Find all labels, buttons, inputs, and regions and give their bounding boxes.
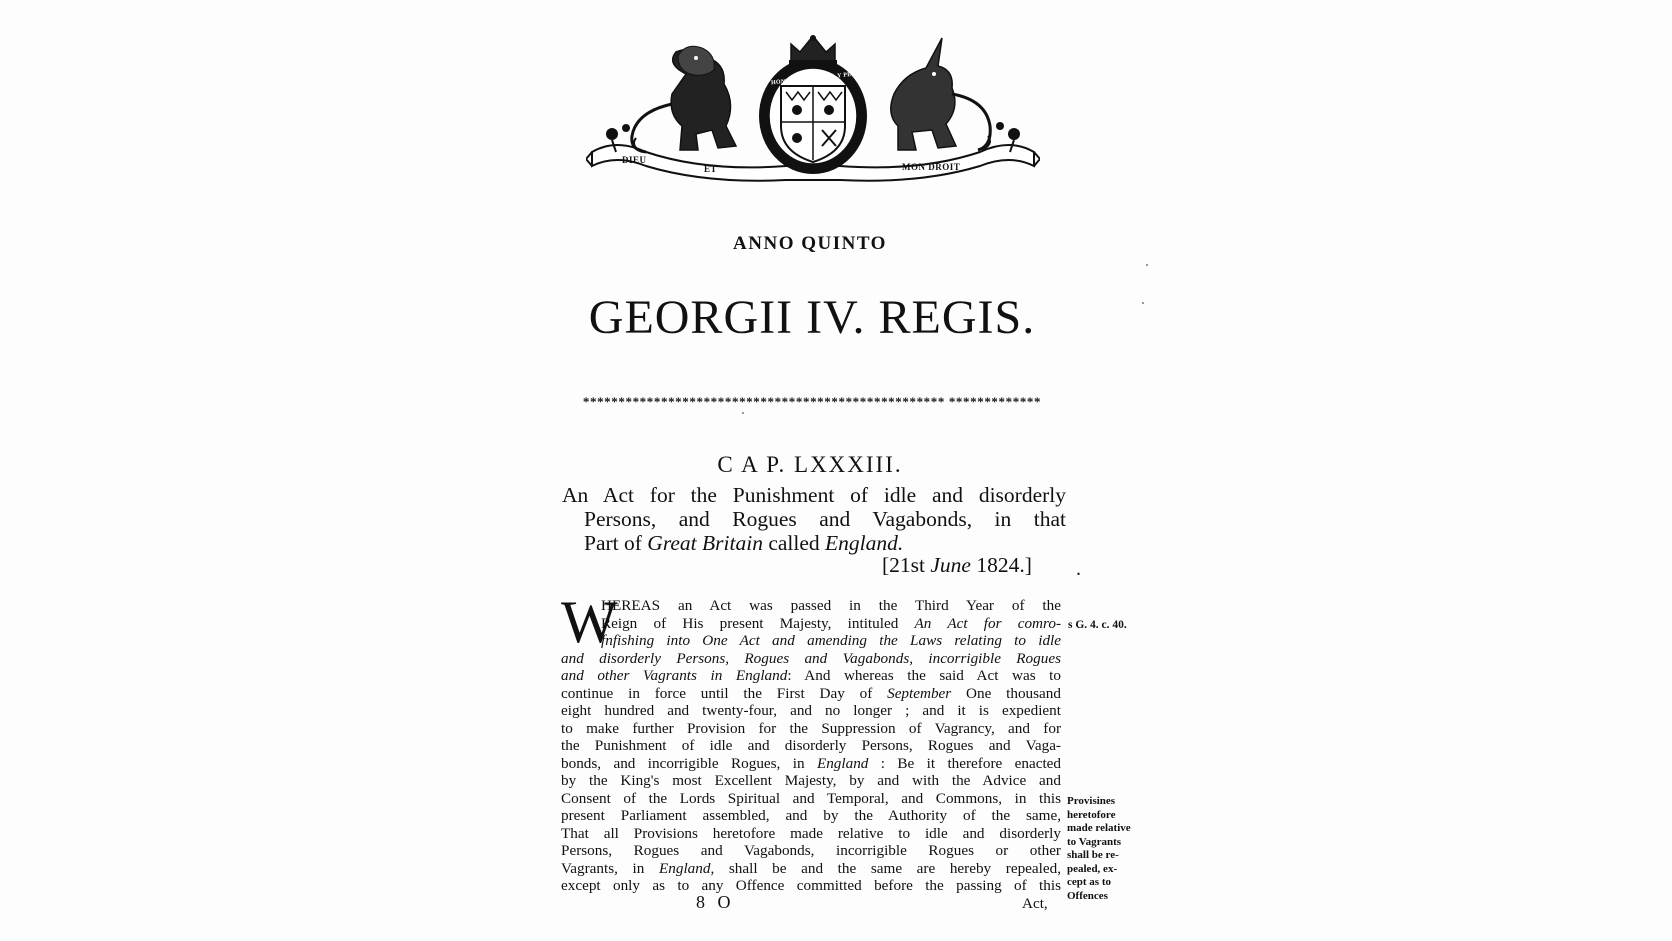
motto-middle: ET: [704, 164, 718, 174]
body-text-run: present Parliament assembled, and by the Authority of the same,: [561, 807, 1061, 824]
body-italic-text: and disorderly Persons, Rogues and Vagabonds, incorrigible Rogues: [561, 649, 1061, 667]
body-text-run: by the King's most Excellent Majesty, by and with the Advice and: [561, 772, 1061, 789]
body-italic-text: England: [816, 754, 869, 772]
marginal-note-line: to Vagrants: [1067, 835, 1122, 848]
body-text-run: Vagrants, in: [561, 859, 659, 877]
act-title-italic: England.: [825, 531, 904, 555]
body-text-run: : Be it therefore enacted: [868, 754, 1061, 772]
marginal-note-line: made relative: [1067, 822, 1131, 834]
body-text-run: to make further Provision for the Suppression of Vagrancy, and for: [561, 719, 1061, 737]
anno-heading: ANNO QUINTO: [733, 233, 887, 254]
body-line: [561, 825, 1061, 843]
body-line: [561, 632, 1061, 650]
body-line: [561, 650, 1061, 668]
body-text-run: continue in force until the First Day of: [561, 684, 888, 702]
act-title-line: Persons, and Rogues and Vagabonds, in that: [584, 507, 1066, 531]
body-italic-text: An Act for comro-: [914, 614, 1062, 632]
body-line: [561, 790, 1061, 808]
marginal-note-line: Offences: [1067, 889, 1108, 902]
marginal-note: [1067, 795, 1143, 903]
garter-motto: HONI SOIT QUI MAL Y PENSE: [770, 70, 865, 87]
marginal-note-line: shall be re-: [1067, 849, 1119, 861]
motto-right: MON DROIT: [902, 162, 961, 172]
marginal-note-line: cept as to: [1067, 876, 1111, 888]
paper-speck: [1142, 302, 1144, 304]
act-title-line: [562, 531, 1066, 555]
body-line: [561, 772, 1061, 790]
body-line: [561, 860, 1061, 878]
body-line: [561, 755, 1061, 773]
body-text-run: , shall be and the same are hereby repealed,: [710, 859, 1061, 877]
marginal-note-line: Provisines: [1067, 795, 1116, 807]
act-title-italic: Great Britain: [647, 531, 763, 555]
body-italic-text: England: [659, 859, 711, 877]
body-text-run: Reign of His present Majesty, intituled: [601, 614, 915, 632]
body-text-run: the Punishment of idle and disorderly Persons, Rogues and Vaga-: [561, 737, 1061, 754]
body-text-run: HEREAS an Act was passed in the Third Year of the: [601, 597, 1061, 614]
body-text-run: eight hundred and twenty-four, and no longer ; and it is expedient: [561, 702, 1061, 719]
catchword: Act,: [1022, 895, 1048, 912]
act-body-text: [561, 589, 1062, 895]
body-line: [561, 720, 1061, 738]
date-month: June: [930, 553, 971, 577]
body-text-run: That all Provisions heretofore made relative to idle and disorderly: [561, 824, 1061, 842]
body-text-run: : And whereas the said Act was to: [787, 667, 1061, 684]
body-text-run: One thousand: [951, 684, 1061, 702]
body-line: [561, 842, 1061, 860]
act-title-text: Part of: [584, 531, 648, 555]
body-text-run: bonds, and incorrigible Rogues, in: [561, 754, 817, 772]
motto-left: DIEU: [622, 155, 647, 165]
lion-supporter-icon: [632, 46, 736, 152]
date-close: 1824.]: [970, 553, 1032, 577]
marginal-reference: s G. 4. c. 40.: [1068, 619, 1127, 631]
shield-icon: [759, 58, 867, 174]
body-line: [561, 807, 1061, 825]
body-italic-text: fnfishing into One Act and amending the Laws relating to idle: [601, 632, 1061, 649]
cap-heading: C A P. LXXXIII.: [717, 452, 903, 477]
drop-cap: W: [561, 589, 618, 655]
act-title: [562, 483, 1066, 555]
paper-speck: [742, 412, 744, 414]
date-open: [21st: [882, 553, 931, 577]
stray-dot: .: [1076, 558, 1081, 580]
unicorn-supporter-icon: [891, 38, 990, 150]
body-line: [561, 702, 1061, 720]
royal-coat-of-arms: [586, 34, 1040, 182]
body-line: [561, 597, 1061, 615]
body-text-run: Persons, Rogues and Vagabonds, incorrigible Rogues or other: [561, 842, 1061, 859]
body-line: [561, 685, 1061, 703]
body-text-run: Consent of the Lords Spiritual and Temporal, and Commons, in this: [561, 789, 1061, 807]
body-line: [561, 737, 1061, 755]
act-title-text: called: [762, 531, 826, 555]
body-italic-text: September: [887, 684, 952, 702]
body-italic-text: and other Vagrants in England: [561, 667, 788, 684]
act-title-line: An Act for the Punishment of idle and disorderly: [562, 483, 1066, 507]
signature-mark: 8 O: [696, 892, 735, 912]
body-line: [561, 667, 1061, 685]
regis-title: GEORGII IV. REGIS.: [588, 291, 1036, 344]
ornamental-rule: *************************************************** *************: [582, 394, 1042, 409]
marginal-note-line: pealed, ex-: [1067, 862, 1118, 875]
body-text-run: except only as to any Offence committed before the passing of this: [561, 877, 1061, 894]
body-line: [561, 615, 1061, 633]
paper-speck: [1146, 264, 1148, 266]
body-line: [561, 877, 1061, 895]
marginal-note-line: heretofore: [1067, 808, 1116, 821]
crown-icon: [789, 35, 837, 66]
enactment-date: [882, 553, 1032, 578]
